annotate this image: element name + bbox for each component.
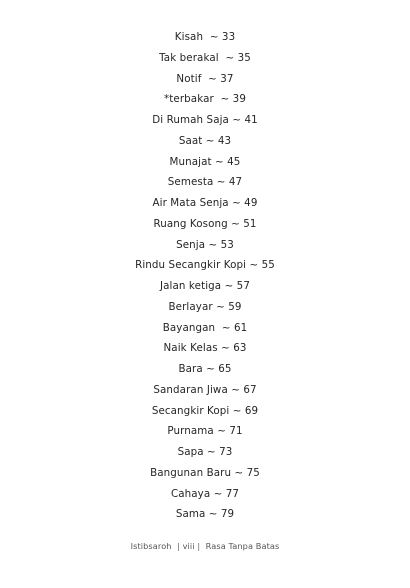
toc-entry: Cahaya ~ 77: [170, 487, 240, 500]
toc-entry: Notif ~ 37: [176, 72, 234, 85]
footer-separator: |: [197, 541, 201, 551]
toc-entry: Bayangan ~ 61: [162, 321, 248, 334]
toc-entry: Secangkir Kopi ~ 69: [151, 404, 259, 417]
toc-entry: Rindu Secangkir Kopi ~ 55: [135, 259, 275, 272]
toc-entry: Senja ~ 53: [176, 238, 234, 251]
toc-entry: Purnama ~ 71: [167, 425, 243, 438]
toc-entry: Sandaran Jiwa ~ 67: [153, 383, 257, 396]
toc-entry: Sama ~ 79: [175, 508, 235, 521]
footer-book-title: Rasa Tanpa Batas: [205, 541, 280, 551]
toc-entry: Jalan ketiga ~ 57: [160, 280, 250, 292]
page-footer: [0, 541, 410, 551]
toc-entry: Semesta ~ 47: [167, 176, 243, 189]
toc-entry: Di Rumah Saja ~ 41: [152, 114, 258, 126]
toc-entry: Sapa ~ 73: [177, 446, 233, 458]
footer-page-number: viii: [182, 541, 195, 551]
toc-entry: Berlayar ~ 59: [168, 300, 242, 313]
toc-entry: Ruang Kosong ~ 51: [153, 217, 257, 230]
toc-entry: Tak berakal ~ 35: [159, 51, 251, 64]
toc-entry: Air Mata Senja ~ 49: [152, 197, 258, 209]
toc-entry: *terbakar ~ 39: [164, 93, 246, 106]
footer-separator: |: [177, 541, 180, 551]
toc-entry: Bara ~ 65: [178, 363, 232, 375]
table-of-contents: [0, 27, 410, 525]
toc-entry: Naik Kelas ~ 63: [163, 342, 247, 355]
toc-entry: Saat ~ 43: [178, 134, 232, 147]
toc-entry: Kisah ~ 33: [174, 31, 236, 43]
toc-entry: Bangunan Baru ~ 75: [150, 466, 260, 479]
toc-entry: Munajat ~ 45: [169, 155, 241, 168]
footer-author: Istibsaroh: [130, 541, 172, 551]
